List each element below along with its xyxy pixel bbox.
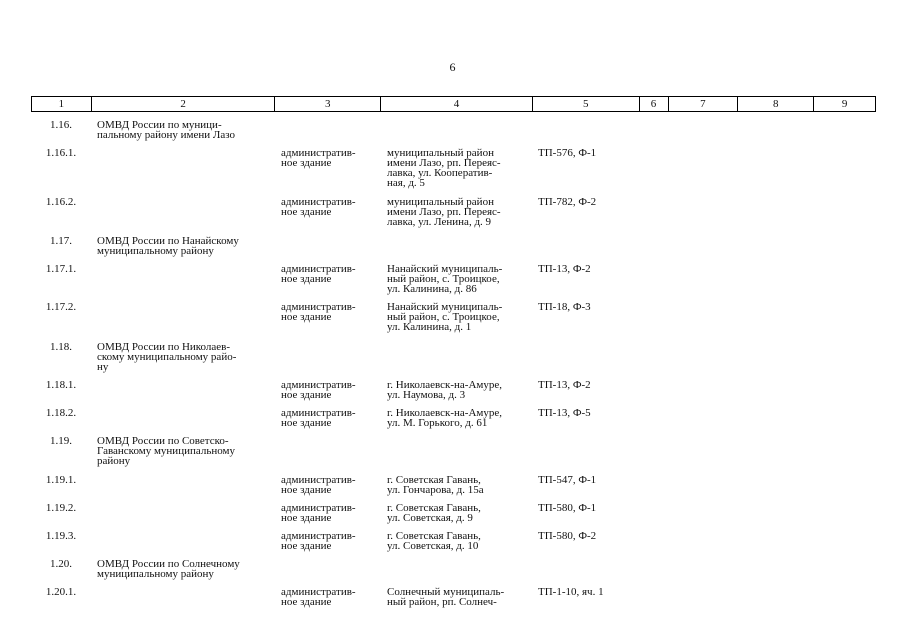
power-source: ТП-13, Ф-2 bbox=[538, 263, 591, 275]
column-header: 1 bbox=[32, 97, 92, 111]
column-header: 3 bbox=[275, 97, 381, 111]
row-number: 1.19.3. bbox=[45, 530, 77, 542]
object-address: г. Советская Гавань, ул. Гончарова, д. 15а bbox=[387, 474, 484, 496]
row-number: 1.18.2. bbox=[45, 407, 77, 419]
object-address: г. Советская Гавань, ул. Советская, д. 9 bbox=[387, 502, 481, 524]
row-number: 1.19.2. bbox=[45, 502, 77, 514]
object-address: г. Николаевск-на-Амуре, ул. М. Горького, д. 61 bbox=[387, 407, 502, 429]
row-number: 1.20.1. bbox=[45, 586, 77, 598]
row-number: 1.16.1. bbox=[45, 147, 77, 159]
row-number: 1.17.2. bbox=[45, 301, 77, 313]
row-number: 1.20. bbox=[50, 558, 72, 570]
power-source: ТП-18, Ф-3 bbox=[538, 301, 591, 313]
object-type: административ- ное здание bbox=[281, 301, 356, 323]
power-source: ТП-580, Ф-1 bbox=[538, 502, 597, 514]
power-source: ТП-580, Ф-2 bbox=[538, 530, 597, 542]
object-type: административ- ное здание bbox=[281, 196, 356, 218]
power-source: ТП-13, Ф-5 bbox=[538, 407, 591, 419]
column-header: 5 bbox=[533, 97, 640, 111]
object-address: Нанайский муниципаль- ный район, с. Троицкое, ул. Калинина, д. 1 bbox=[387, 301, 503, 333]
row-number: 1.19. bbox=[50, 435, 72, 447]
object-type: административ- ное здание bbox=[281, 530, 356, 552]
object-address: муниципальный район имени Лазо, рп. Переяс- лавка, ул. Кооператив- ная, д. 5 bbox=[387, 147, 501, 189]
organization-name: ОМВД России по Солнечному муниципальному району bbox=[97, 558, 240, 580]
power-source: ТП-1-10, яч. 1 bbox=[538, 586, 604, 598]
column-header: 8 bbox=[738, 97, 814, 111]
object-address: Солнечный муниципаль- ный район, рп. Солнеч- bbox=[387, 586, 505, 608]
object-address: муниципальный район имени Лазо, рп. Переяс- лавка, ул. Ленина, д. 9 bbox=[387, 196, 501, 228]
row-number: 1.19.1. bbox=[45, 474, 77, 486]
row-number: 1.16.2. bbox=[45, 196, 77, 208]
page-number: 6 bbox=[449, 60, 456, 74]
object-address: Нанайский муниципаль- ный район, с. Троицкое, ул. Калинина, д. 86 bbox=[387, 263, 503, 295]
row-number: 1.16. bbox=[50, 119, 72, 131]
row-number: 1.17.1. bbox=[45, 263, 77, 275]
object-type: административ- ное здание bbox=[281, 502, 356, 524]
organization-name: ОМВД России по муници- пальному району имени Лазо bbox=[97, 119, 236, 141]
row-number: 1.18.1. bbox=[45, 379, 77, 391]
power-source: ТП-782, Ф-2 bbox=[538, 196, 597, 208]
power-source: ТП-13, Ф-2 bbox=[538, 379, 591, 391]
column-header: 2 bbox=[92, 97, 276, 111]
row-number: 1.17. bbox=[50, 235, 72, 247]
table-header bbox=[31, 96, 876, 112]
row-number: 1.18. bbox=[50, 341, 72, 353]
object-address: г. Николаевск-на-Амуре, ул. Наумова, д. 3 bbox=[387, 379, 502, 401]
object-type: административ- ное здание bbox=[281, 263, 356, 285]
power-source: ТП-547, Ф-1 bbox=[538, 474, 597, 486]
column-header: 7 bbox=[669, 97, 739, 111]
column-header: 4 bbox=[381, 97, 533, 111]
object-type: административ- ное здание bbox=[281, 586, 356, 608]
object-type: административ- ное здание bbox=[281, 147, 356, 169]
organization-name: ОМВД России по Николаев- скому муниципальному райо- ну bbox=[97, 341, 237, 373]
column-header: 6 bbox=[640, 97, 669, 111]
power-source: ТП-576, Ф-1 bbox=[538, 147, 597, 159]
object-address: г. Советская Гавань, ул. Советская, д. 10 bbox=[387, 530, 481, 552]
object-type: административ- ное здание bbox=[281, 407, 356, 429]
object-type: административ- ное здание bbox=[281, 379, 356, 401]
column-header: 9 bbox=[841, 98, 848, 110]
object-type: административ- ное здание bbox=[281, 474, 356, 496]
organization-name: ОМВД России по Нанайскому муниципальному району bbox=[97, 235, 239, 257]
organization-name: ОМВД России по Советско- Гаванскому муниципальному району bbox=[97, 435, 235, 467]
